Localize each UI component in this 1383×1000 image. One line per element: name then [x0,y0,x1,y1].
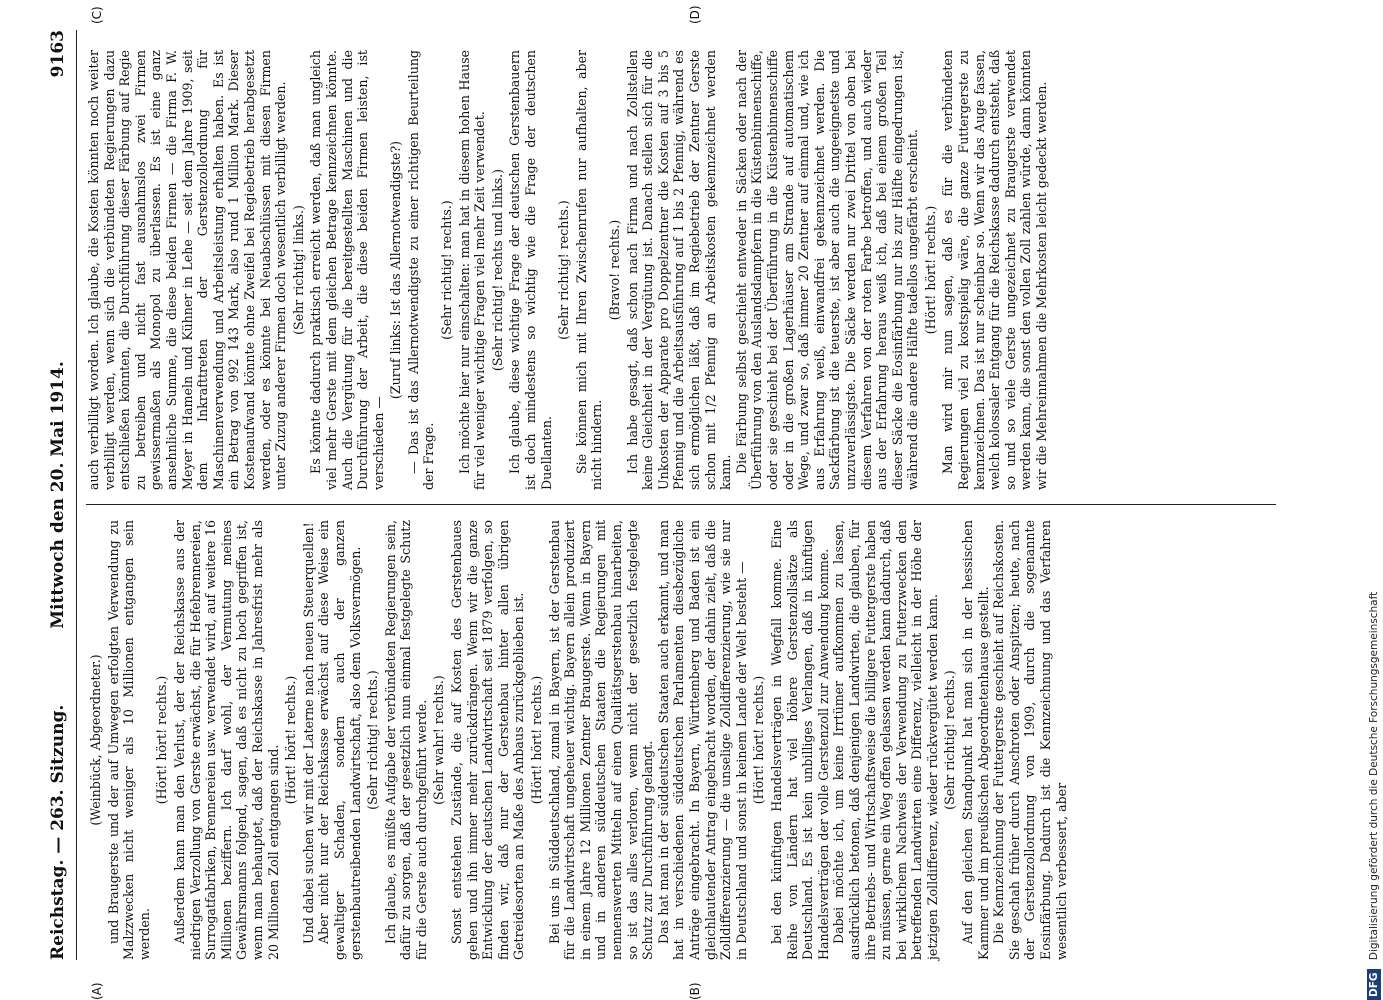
left-interjection: (Hört! hört! rechts.) [283,675,299,805]
column-divider [86,504,1276,505]
left-paragraph: Außerdem kann man den Verlust, der der Reichskasse aus der niedrigen Verzollung von Gerste erwächst, die für Hefebrennereien, Surrogatfabriken, Brennereien usw. verwendet wird, auf weitere 16 Millionen beziffern. Ich darf wohl, der Vermutung meines Gewährsmanns folgend, sagen, daß es nicht zu hoch gegriffen ist, wenn man behauptet, daß der Reichskasse in Jahresfrist mehr als 20 Millionen Zoll entgangen sind. [171,520,281,960]
left-interjection: (Weinbück, Abgeordneter.) [88,654,103,826]
right-paragraph: Es könnte dadurch praktisch erreicht werden, daß man ungleich viel mehr Gerste mit dem gleichen Betrage kennzeichnen könnte. Auch die Vergütung für die bereitgestellten Maschinen und die Durchführung der Arbeit, die diese beiden Firmen leisten, ist verschieden — [308,50,386,490]
page-header [48,30,74,960]
left-paragraph: bei den künftigen Handelsverträgen in Wegfall komme. Eine Reihe von Ländern hat viel höhere Gerstenzollsätze als Deutschland. Es ist kein unbilliges Verlangen, daß in künftigen Handelsverträgen der volle Gerstenzoll zur Anwendung komme. [768,520,831,960]
right-paragraph: Ich glaube, diese wichtige Frage der deutschen Gerstenbauern ist doch mindestens so wichtig wie die Frage der deutschen Duellanten. [507,50,554,490]
right-paragraph: Die Färbung selbst geschieht entweder in Säcken oder nach der Überführung von den Auslandsdampfern in die Küstenbinnenschiffe, oder sie geschieht bei der Überführung in die Küstenbinnenschiffe oder in die großen Lagerhäuser am Strande auf automatischem Wege, und zwar so, daß immer 20 Zentner auf einmal und, wie ich aus Erfahrung weiß, einwandfrei gekennzeichnet werden. Die Sackfärbung ist die teuerste, ist aber auch die ungeeignetste und unzuverlässigste. Die Säcke werden nur zwei Drittel von oben bei diesem Verfahren von der roten Farbe betroffen, und auch wieder aus der Erfahrung heraus weiß ich, daß bei einem großen Teil dieser Säcke die Eosinfärbung nur bis zur Hälfte eingedrungen ist, während die andere Hälfte tadellos ungefärbt erscheint. [733,50,921,490]
right-interjection: (Sehr richtig! rechts.) [439,200,455,340]
left-interjection: (Hört! hört! rechts.) [751,675,767,805]
left-paragraph: Die Kennzeichnung der Futtergerste geschieht auf Reichskosten. Sie geschah früher durch Anschroten oder Anspitzen; heute, nach der Gerstenzollordnung von 1909, durch die sogenannte Eosinfärbung. Dadurch ist die Kennzeichnung und das Verfahren wesentlich verbessert, aber [991,520,1069,960]
margin-marker-b: (B) [688,982,702,1000]
rotated-page [48,5,1368,1000]
left-paragraph: Und dabei suchen wir mit der Laterne nach neuen Steuerquellen! [300,522,316,944]
right-paragraph: Ich habe gesagt, daß schon nach Firma und nach Zollstellen keine Gleichheit in der Vergütung ist. Danach stellen sich für die Unkosten der Apparate pro Doppelzentner die Kosten auf 3 bis 5 Pfennig und die Arbeitsausführung auf 1 bis 2 Pfennig, während es sich ermöglichen läßt, daß im Regiebetrieb der Zentner Gerste schon mit 1/2 Pfennig an Arbeitskosten gekennzeichnet werden kann. [624,50,734,490]
right-interjection: (Sehr richtig! rechts.) [556,200,572,340]
header-rule [76,30,77,960]
right-column [86,50,1050,490]
right-interjection: (Sehr richtig! rechts und links.) [489,168,505,372]
margin-marker-a: (A) [90,982,104,1000]
digitization-credit [1367,10,1381,1000]
right-paragraph: auch verbilligt worden. Ich glaube, die Kosten könnten noch weiter verbilligt werden, wenn sich die verbündeten Regierungen dazu entschließen könnten, die Durchführung dieser Färbung auf Regie zu betreiben und nicht fast ausnahmslos zwei Firmen gewissermaßen als Monopol zu überlassen. Es ist eine ganz ansehnliche Summe, die diese beiden Firmen — die Firma F. W. Meyer in Hameln und Kühner in Lehe — seit dem Jahre 1909, seit dem Inkrafttreten der Gerstenzollordnung für Maschinenverwendung und Arbeitsleistung erhalten haben. Es ist ein Betrag von 992 143 Mark, also rund 1 Million Mark. Dieser Kostenaufwand könnte ohne Zweifel bei Regiebetrieb herabgesetzt werden, oder es könnte bei Neuabschlüssen mit diesen Firmen unter Zuzug anderer Firmen doch wesentlich verbilligt werden. [86,50,289,490]
left-paragraph: Auf den gleichen Standpunkt hat man sich in der hessischen Kammer und im preußischen Abgeordnetenhause gestellt. [960,520,991,960]
right-paragraph: Man wird mir nun sagen, daß es für die verbündeten Regierungen viel zu kostspielig wäre, die ganze Futtergerste zu kennzeichnen. Das ist nur scheinbar so. Wenn wir das Auge fassen, welch kolossaler Entgang für die Reichskasse dadurch entsteht, daß so und so viele Gerste ungezeichnet zu Braugerste verwendet werden kann, die sonst den vollen Zoll zahlen würde, dann könnten wir die Mehreinnahmen die Mehrkosten leicht gedeckt werden. [940,50,1050,490]
left-paragraph: Bei uns in Süddeutschland, zumal in Bayern, ist der Gerstenbau für die Landwirtschaft ungeheuer wichtig. Bayern allein produziert in einem Jahre 12 Millionen Zentner Braugerste. Wenn in Bayern und in anderen süddeutschen Staaten die Regierungen mit nennenswerten Mitteln auf einen Qualitätsgerstenbau hinarbeiten, so ist das alles verloren, wenn nicht der gesetzlich festgelegte Schutz zur Durchführung gelangt. [546,520,656,960]
right-interjection: (Sehr richtig! links.) [290,205,306,335]
header-page-number: 9163 [48,30,68,78]
margin-marker-c: (C) [90,6,104,24]
left-interjection: (Hört! hört! rechts.) [529,675,545,805]
margin-marker-d: (D) [688,5,702,24]
right-interjection: (Bravo! rechts.) [607,219,622,321]
left-paragraph: Aber nicht nur der Reichskasse erwächst auf diese Weise ein gewaltiger Schaden, sondern auch der ganzen gerstenbautreibenden Landwirtschaft, also dem Volksvermögen. [316,520,363,960]
left-column [86,520,1069,960]
left-interjection: (Sehr wahr! rechts.) [431,675,447,805]
right-paragraph: Ich möchte hier nur einschalten: man hat in diesem hohen Hause für viel weniger wichtige Fragen viel mehr Zeit verwendet. [456,50,488,490]
left-paragraph: Sonst entstehen Zustände, die auf Kosten des Gerstenbaues gehen und ihn immer mehr zurückdrängen. Wenn wir die ganze Entwicklung der deutschen Landwirtschaft seit 1879 verfolgen, so finden wir, daß nur der Gerstenbau hinter allen übrigen Getreidesorten an Maße des Anbaus zurückgeblieben ist. [449,520,527,960]
dfg-logo: DFG [1367,969,1381,1000]
credit-text: Digitalisierung gefördert durch die Deutsche Forschungsgemeinschaft [1368,591,1380,961]
header-session: Reichstag. — 263. Sitzung. [48,704,68,960]
left-interjection: (Hört! hört! rechts.) [154,675,170,805]
left-paragraph: Dabei möchte ich, um keine Irrtümer aufkommen zu lassen, ausdrücklich betonen, daß denjenigen Landwirten, die glauben, für ihre Betriebs- und Wirtschaftsweise die billigere Futtergerste haben zu müssen, gerne ein Weg offen gelassen werden kann dadurch, daß bei wirklichem Nachweis der Verwendung zu Futterzwecken den betreffenden Landwirten eine Differenz, vielleicht in der Höhe der jetzigen Zolldifferenz, wieder rückvergütet werden kann. [831,520,940,960]
left-paragraph: Das hat man in der süddeutschen Staaten auch erkannt, und man hat in verschiedenen süddeutschen Parlamenten diesbezügliche Anträge eingebracht. In Bayern, Württemberg und Baden ist ein gleichlautender Antrag eingebracht worden, der dahin zielt, daß die Zolldifferenzierung — die unselige Zolldifferenzierung, wie sie nur in Deutschland und sonst in keinem Lande der Welt besteht — [655,520,749,960]
right-paragraph: Sie können mich mit Ihren Zwischenrufen nur aufhalten, aber nicht hindern. [573,50,605,490]
left-paragraph: und Braugerste und der auf Umwegen erfolgten Verwendung zu Malzzwecken nicht weniger als 10 Millionen entgangen sein werden. [105,520,152,960]
right-interjection: (Zuruf links: Ist das Allernotwendigste?) [388,140,404,400]
left-interjection: (Sehr richtig! rechts.) [942,670,958,810]
right-interjection: (Hört! hört! rechts.) [922,205,938,335]
header-date: Mittwoch den 20. Mai 1914. [48,361,68,629]
left-paragraph: Ich glaube, es müßte Aufgabe der verbündeten Regierungen sein, dafür zu sorgen, daß der gesetzlich nun einmal festgelegte Schutz für die Gerste auch durchgeführt werde. [382,520,429,960]
right-paragraph: — Das ist das Allernotwendigste zu einer richtigen Beurteilung der Frage. [405,50,437,490]
left-interjection: (Sehr richtig! rechts.) [365,670,381,810]
